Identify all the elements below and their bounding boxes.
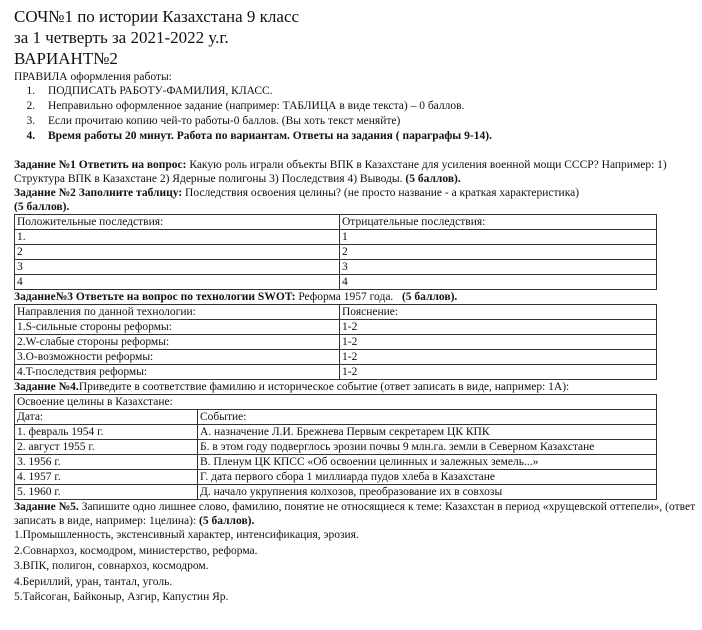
consequences-table (14, 214, 657, 290)
table-cell: 1.S-сильные стороны реформы: (15, 320, 340, 335)
table-cell: Г. дата первого сбора 1 миллиарда пудов хлеба в Казахстане (198, 470, 657, 485)
table-cell: 2.W-слабые стороны реформы: (15, 335, 340, 350)
rule-item: 1. ПОДПИСАТЬ РАБОТУ-ФАМИЛИЯ, КЛАСС. (38, 84, 702, 99)
table-header-cell: Событие: (198, 410, 657, 425)
table-row (15, 425, 657, 440)
table-row (15, 320, 657, 335)
table-cell: 1-2 (340, 335, 657, 350)
table-cell: 4 (340, 275, 657, 290)
rule-item: 2. Неправильно оформленное задание (например: ТАБЛИЦА в виде текста) – 0 баллов. (38, 99, 702, 114)
table-cell: А. назначение Л.И. Брежнева Первым секретарем ЦК КПК (198, 425, 657, 440)
table-cell: 3.O-возможности реформы: (15, 350, 340, 365)
table-header-cell: Дата: (15, 410, 198, 425)
task-1-label: Задание №1 Ответить на вопрос: (14, 159, 187, 171)
table-row (15, 245, 657, 260)
table-cell: 3. 1956 г. (15, 455, 198, 470)
title-line-3: ВАРИАНТ№2 (14, 49, 118, 68)
task-4 (14, 380, 702, 394)
table-cell: 3 (340, 260, 657, 275)
table-header-cell: Положительные последствия: (15, 215, 340, 230)
table-cell: 1-2 (340, 365, 657, 380)
table-cell: 2 (15, 245, 340, 260)
table-cell: В. Пленум ЦК КПСС «Об освоении целинных и залежных земель...» (198, 455, 657, 470)
title-line-2: за 1 четверть за 2021-2022 у.г. (14, 28, 229, 47)
swot-table (14, 304, 657, 380)
rule-item: 3. Если прочитаю копию чей-то работы-0 баллов. (Вы хоть текст меняйте) (38, 114, 702, 129)
table-row (15, 230, 657, 245)
list-item: 5.Тайсоган, Байконыр, Азгир, Капустин Яр. (14, 591, 229, 603)
task-5 (14, 500, 702, 528)
table-cell: 5. 1960 г. (15, 485, 198, 500)
table-row (15, 335, 657, 350)
task-2 (14, 186, 702, 214)
table-header-row (15, 410, 657, 425)
task-3-points: (5 баллов). (401, 291, 458, 303)
task-3-text: Реформа 1957 года. (298, 291, 394, 303)
table-header-row (15, 305, 657, 320)
list-item: 4.Бериллий, уран, тантал, уголь. (14, 575, 173, 588)
task-2-text: Последствия освоения целины? (не просто название - а краткая характеристика) (185, 187, 580, 199)
table-cell: Д. начало укрупнения колхозов, преобразование их в совхозы (198, 485, 657, 500)
table-row (15, 485, 657, 500)
task-5-text: Запишите одно лишнее слово, фамилию, понятие не относящиеся к теме: Казахстан в период «хрущевской оттепели», (ответ записать в виде, например: 1целина): (14, 501, 696, 527)
table-header-cell: Направления по данной технологии: (15, 305, 340, 320)
table-title-row (15, 395, 657, 410)
table-title-cell: Освоение целины в Казахстане: (15, 395, 657, 410)
task-1-text: Какую роль играли объекты ВПК в Казахстане для усиления военной мощи СССР? Например: 1) Структура ВПК в Казахстане 2) Ядерные полигоны 3) Последствия 4) Выводы. (14, 159, 667, 185)
table-header-row (15, 215, 657, 230)
table-row (15, 440, 657, 455)
title-line-1: СОЧ№1 по истории Казахстана 9 класс (14, 7, 300, 26)
task-3-label: Задание№3 Ответьте на вопрос по технологии SWOT: (14, 291, 296, 303)
task-4-text: Приведите в соответствие фамилию и историческое событие (ответ записать в виде, например: 1А): (78, 381, 570, 393)
table-cell: 3 (15, 260, 340, 275)
task-2-points: (5 баллов). (14, 201, 70, 213)
table-row (15, 455, 657, 470)
list-item: 3.ВПК, полигон, совнархоз, космодром. (14, 560, 209, 572)
table-cell: 4. 1957 г. (15, 470, 198, 485)
table-cell: 4.T-последствия реформы: (15, 365, 340, 380)
task-4-label: Задание №4. (14, 381, 79, 393)
table-cell: 1. (15, 230, 340, 245)
table-cell: 4 (15, 275, 340, 290)
rule-item: 4. Время работы 20 минут. Работа по вариантам. Ответы на задания ( параграфы 9-14). (38, 129, 702, 144)
table-header-cell: Отрицательные последствия: (340, 215, 657, 230)
task-1 (14, 158, 702, 186)
table-row (15, 365, 657, 380)
table-row (15, 350, 657, 365)
table-cell: 1. февраль 1954 г. (15, 425, 198, 440)
list-item: 1.Промышленность, экстенсивный характер, интенсификация, эрозия. (14, 529, 359, 541)
task-1-points: (5 баллов). (405, 173, 461, 185)
task-5-label: Задание №5. (14, 501, 79, 513)
matching-table (14, 394, 657, 500)
rules-list (14, 84, 702, 144)
table-cell: Б. в этом году подверглось эрозии почвы 9 млн.га. земли в Северном Казахстане (198, 440, 657, 455)
table-header-cell: Пояснение: (340, 305, 657, 320)
task-3 (14, 290, 702, 304)
task-2-label: Задание №2 Заполните таблицу: (14, 187, 183, 199)
task-5-points: (5 баллов). (199, 515, 255, 527)
table-cell: 1-2 (340, 350, 657, 365)
table-cell: 1 (340, 230, 657, 245)
list-item: 2.Совнархоз, космодром, министерство, реформа. (14, 544, 258, 557)
table-cell: 2 (340, 245, 657, 260)
table-row (15, 470, 657, 485)
table-cell: 2. август 1955 г. (15, 440, 198, 455)
rules-heading: ПРАВИЛА оформления работы: (14, 71, 172, 83)
table-row (15, 275, 657, 290)
table-cell: 1-2 (340, 320, 657, 335)
table-row (15, 260, 657, 275)
